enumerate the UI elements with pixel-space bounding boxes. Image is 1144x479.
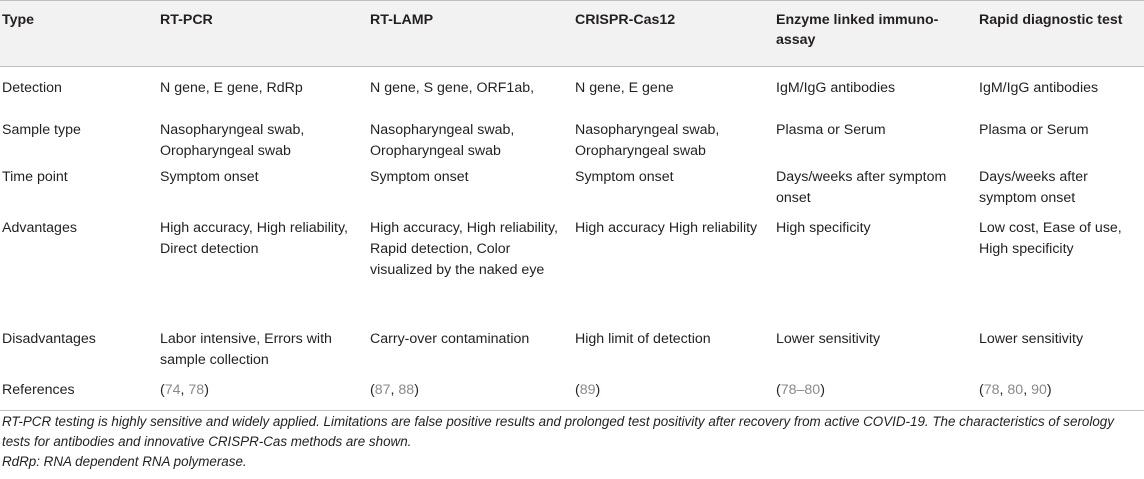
- reference-bracket: ): [414, 382, 419, 398]
- table-row-time-point: [0, 162, 1144, 213]
- reference-bracket: (: [979, 382, 984, 398]
- header-type: Type: [0, 1, 158, 67]
- table-cell: Symptom onset: [158, 162, 368, 213]
- row-label: Detection: [0, 67, 158, 116]
- table-header-row: [0, 1, 1144, 67]
- table-cell: High limit of detection: [573, 324, 774, 375]
- table-cell: IgM/IgG antibodies: [774, 67, 977, 116]
- table-cell: Days/weeks after symptom onset: [774, 162, 977, 213]
- reference-link[interactable]: 78: [188, 382, 205, 398]
- table-cell: Lower sensitivity: [977, 324, 1144, 375]
- table-cell: Low cost, Ease of use, High specificity: [977, 213, 1144, 324]
- row-label: Disadvantages: [0, 324, 158, 375]
- reference-bracket: (: [575, 382, 580, 398]
- reference-bracket: ): [820, 382, 825, 398]
- table-cell: Carry-over contamination: [368, 324, 573, 375]
- row-label: Sample type: [0, 115, 158, 162]
- reference-cell: [573, 375, 774, 411]
- table-cell: High accuracy High reliability: [573, 213, 774, 324]
- reference-cell: [774, 375, 977, 411]
- table-cell: High specificity: [774, 213, 977, 324]
- row-label: References: [0, 375, 158, 411]
- table-row-disadvantages: [0, 324, 1144, 375]
- table-cell: Plasma or Serum: [774, 115, 977, 162]
- header-rt-lamp: RT-LAMP: [368, 1, 573, 67]
- table-cell: N gene, E gene, RdRp: [158, 67, 368, 116]
- reference-bracket: (: [160, 382, 165, 398]
- reference-link[interactable]: 88: [398, 382, 415, 398]
- table-cell: N gene, E gene: [573, 67, 774, 116]
- reference-cell: [368, 375, 573, 411]
- reference-separator: ,: [180, 382, 189, 398]
- reference-cell: [977, 375, 1144, 411]
- reference-bracket: (: [776, 382, 781, 398]
- table-row-advantages: [0, 213, 1144, 324]
- reference-link[interactable]: 87: [374, 382, 391, 398]
- reference-cell: [158, 375, 368, 411]
- table-cell: High accuracy, High reliability, Rapid detection, Color visualized by the naked eye: [368, 213, 573, 324]
- table-cell: Labor intensive, Errors with sample collection: [158, 324, 368, 375]
- header-elisa: Enzyme linked immuno- assay: [774, 1, 977, 67]
- header-rapid-test: Rapid diagnostic test: [977, 1, 1144, 67]
- reference-link[interactable]: 78–80: [780, 382, 821, 398]
- header-rt-pcr: RT-PCR: [158, 1, 368, 67]
- reference-link[interactable]: 90: [1031, 382, 1047, 398]
- table-row-references: [0, 375, 1144, 411]
- reference-bracket: ): [595, 382, 601, 398]
- reference-link[interactable]: 89: [579, 382, 596, 398]
- table-cell: Symptom onset: [573, 162, 774, 213]
- reference-separator: ,: [999, 382, 1008, 398]
- reference-separator: ,: [390, 382, 399, 398]
- table-cell: Nasopharyngeal swab, Oropharyngeal swab: [368, 115, 573, 162]
- table-cell: Lower sensitivity: [774, 324, 977, 375]
- table-row-detection: [0, 67, 1144, 116]
- table-row-sample-type: [0, 115, 1144, 162]
- table-cell: Days/weeks after symptom onset: [977, 162, 1144, 213]
- reference-link[interactable]: 80: [1007, 382, 1024, 398]
- reference-separator: ,: [1023, 382, 1032, 398]
- reference-link[interactable]: 78: [983, 382, 1000, 398]
- table-cell: N gene, S gene, ORF1ab,: [368, 67, 573, 116]
- table-cell: High accuracy, High reliability, Direct detection: [158, 213, 368, 324]
- reference-bracket: ): [1046, 382, 1052, 398]
- reference-bracket: ): [204, 382, 209, 398]
- header-crispr-cas12: CRISPR-Cas12: [573, 1, 774, 67]
- table-cell: Nasopharyngeal swab, Oropharyngeal swab: [158, 115, 368, 162]
- table-footnotes: [2, 412, 1140, 472]
- table-caption: RT-PCR testing is highly sensitive and widely applied. Limitations are false positive results and prolonged test positivity after recovery from active COVID-19. The characteristics of serology tests for antibodies and innovative CRISPR-Cas methods are shown.: [2, 414, 1114, 449]
- reference-bracket: (: [370, 382, 375, 398]
- table-cell: Plasma or Serum: [977, 115, 1144, 162]
- row-label: Time point: [0, 162, 158, 213]
- abbreviation-note: RdRp: RNA dependent RNA polymerase.: [2, 454, 247, 469]
- row-label: Advantages: [0, 213, 158, 324]
- table-cell: IgM/IgG antibodies: [977, 67, 1144, 116]
- reference-link[interactable]: 74: [164, 382, 181, 398]
- table-cell: Nasopharyngeal swab, Oropharyngeal swab: [573, 115, 774, 162]
- table-cell: Symptom onset: [368, 162, 573, 213]
